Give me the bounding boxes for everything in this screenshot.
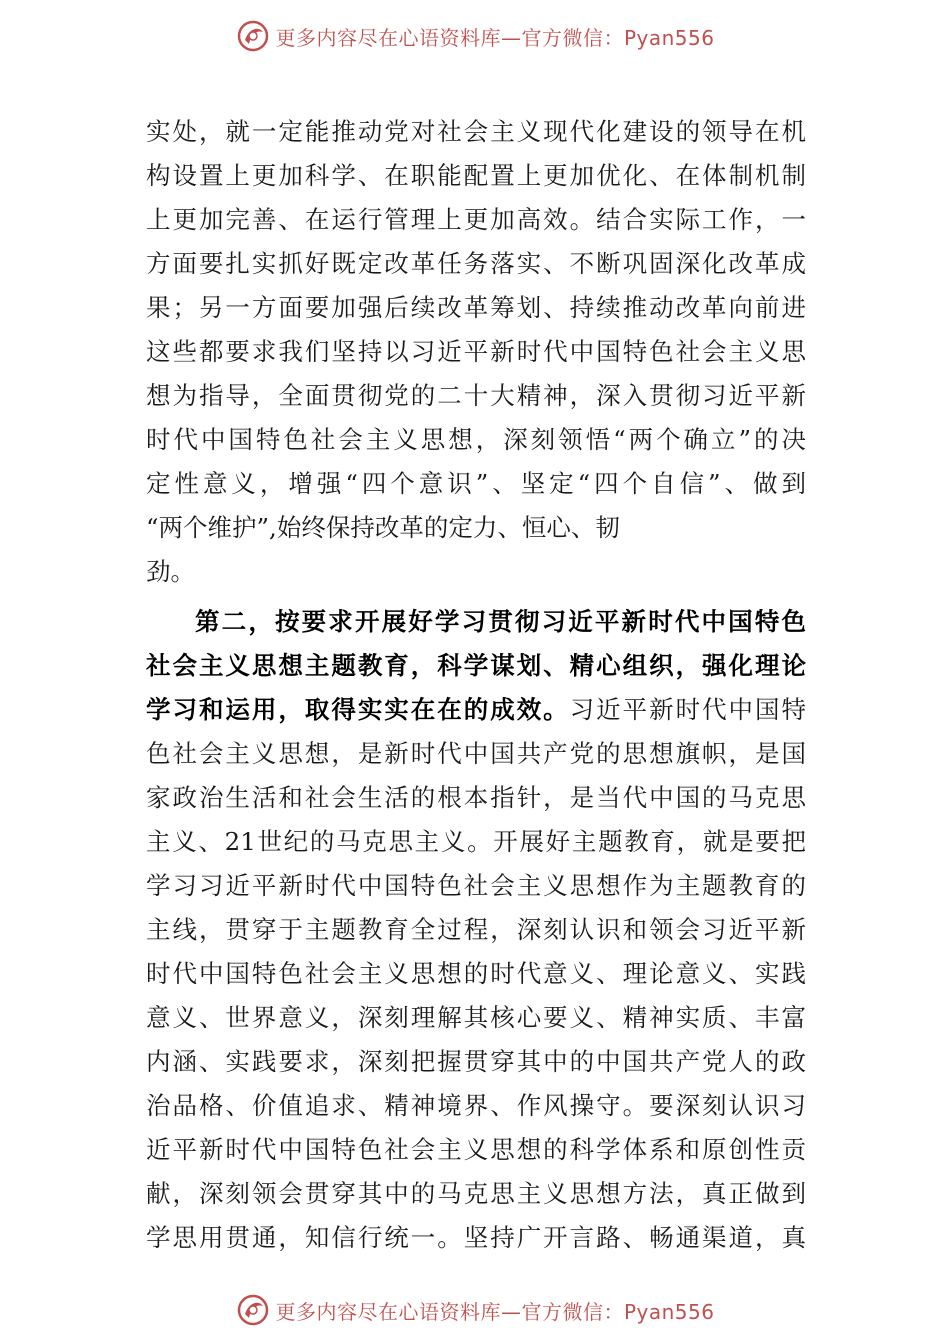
text-line: 学习习近平新时代中国特色社会主义思想作为主题教育的	[146, 871, 806, 900]
paragraph-1	[146, 110, 806, 594]
text-line: 献，深刻领会贯穿其中的马克思主义思想方法，真正做到	[146, 1179, 806, 1208]
body-fragment: 习近平新时代中国特	[569, 695, 807, 724]
watermark-banner-bottom	[0, 1290, 950, 1330]
text-line: 内涵、实践要求，深刻把握贯穿其中的中国共产党人的政	[146, 1047, 806, 1076]
text-line: 意义、世界意义，深刻理解其核心要义、精神实质、丰富	[146, 1003, 806, 1032]
text-line: 劲。	[146, 557, 195, 586]
mixed-line	[146, 688, 806, 732]
text-line: “两个维护”,始终保持改革的定力、恒心、韧	[146, 513, 620, 542]
text-line: 家政治生活和社会生活的根本指针，是当代中国的马克思	[146, 783, 806, 812]
heading-line: 社会主义思想主题教育，科学谋划、精心组织，强化理论	[146, 651, 806, 680]
heading-line: 第二，按要求开展好学习贯彻习近平新时代中国特色	[195, 607, 806, 636]
heading-fragment: 学习和运用，取得实实在在的成效。	[146, 695, 570, 724]
document-body	[146, 110, 806, 1260]
text-line: 主线，贯穿于主题教育全过程，深刻认识和领会习近平新	[146, 915, 806, 944]
text-line: 学思用贯通，知信行统一。坚持广开言路、畅通渠道，真	[146, 1223, 806, 1252]
text-line: 定性意义，增强“四个意识”、坚定“四个自信”、做到	[146, 469, 806, 498]
text-line: 想为指导，全面贯彻党的二十大精神，深入贯彻习近平新	[146, 381, 806, 410]
text-line: 果；另一方面要加强后续改革筹划、持续推动改革向前进	[146, 293, 806, 322]
text-line: 时代中国特色社会主义思想，深刻领悟“两个确立”的决	[146, 425, 806, 454]
text-line: 主义、21世纪的马克思主义。开展好主题教育，就是要把	[146, 827, 806, 856]
paragraph-2	[146, 600, 806, 1260]
text-line: 上更加完善、在运行管理上更加高效。结合实际工作，一	[146, 205, 806, 234]
text-line: 这些都要求我们坚持以习近平新时代中国特色社会主义思	[146, 337, 806, 366]
watermark-text: 更多内容尽在心语资料库—官方微信：Pyan556	[275, 25, 715, 50]
text-line: 方面要扎实抓好既定改革任务落实、不断巩固深化改革成	[146, 249, 806, 278]
text-line: 色社会主义思想，是新时代中国共产党的思想旗帜，是国	[146, 739, 806, 768]
watermark-text: 更多内容尽在心语资料库—官方微信：Pyan556	[275, 1299, 715, 1324]
text-line: 实处，就一定能推动党对社会主义现代化建设的领导在机	[146, 117, 806, 146]
text-line: 构设置上更加科学、在职能配置上更加优化、在体制机制	[146, 161, 806, 190]
brand-logo-icon	[235, 18, 271, 54]
text-line: 治品格、价值追求、精神境界、作风操守。要深刻认识习	[146, 1091, 806, 1120]
brand-logo-icon	[235, 1292, 271, 1328]
text-line: 时代中国特色社会主义思想的时代意义、理论意义、实践	[146, 959, 806, 988]
text-line: 近平新时代中国特色社会主义思想的科学体系和原创性贡	[146, 1135, 806, 1164]
watermark-banner-top	[0, 16, 950, 56]
